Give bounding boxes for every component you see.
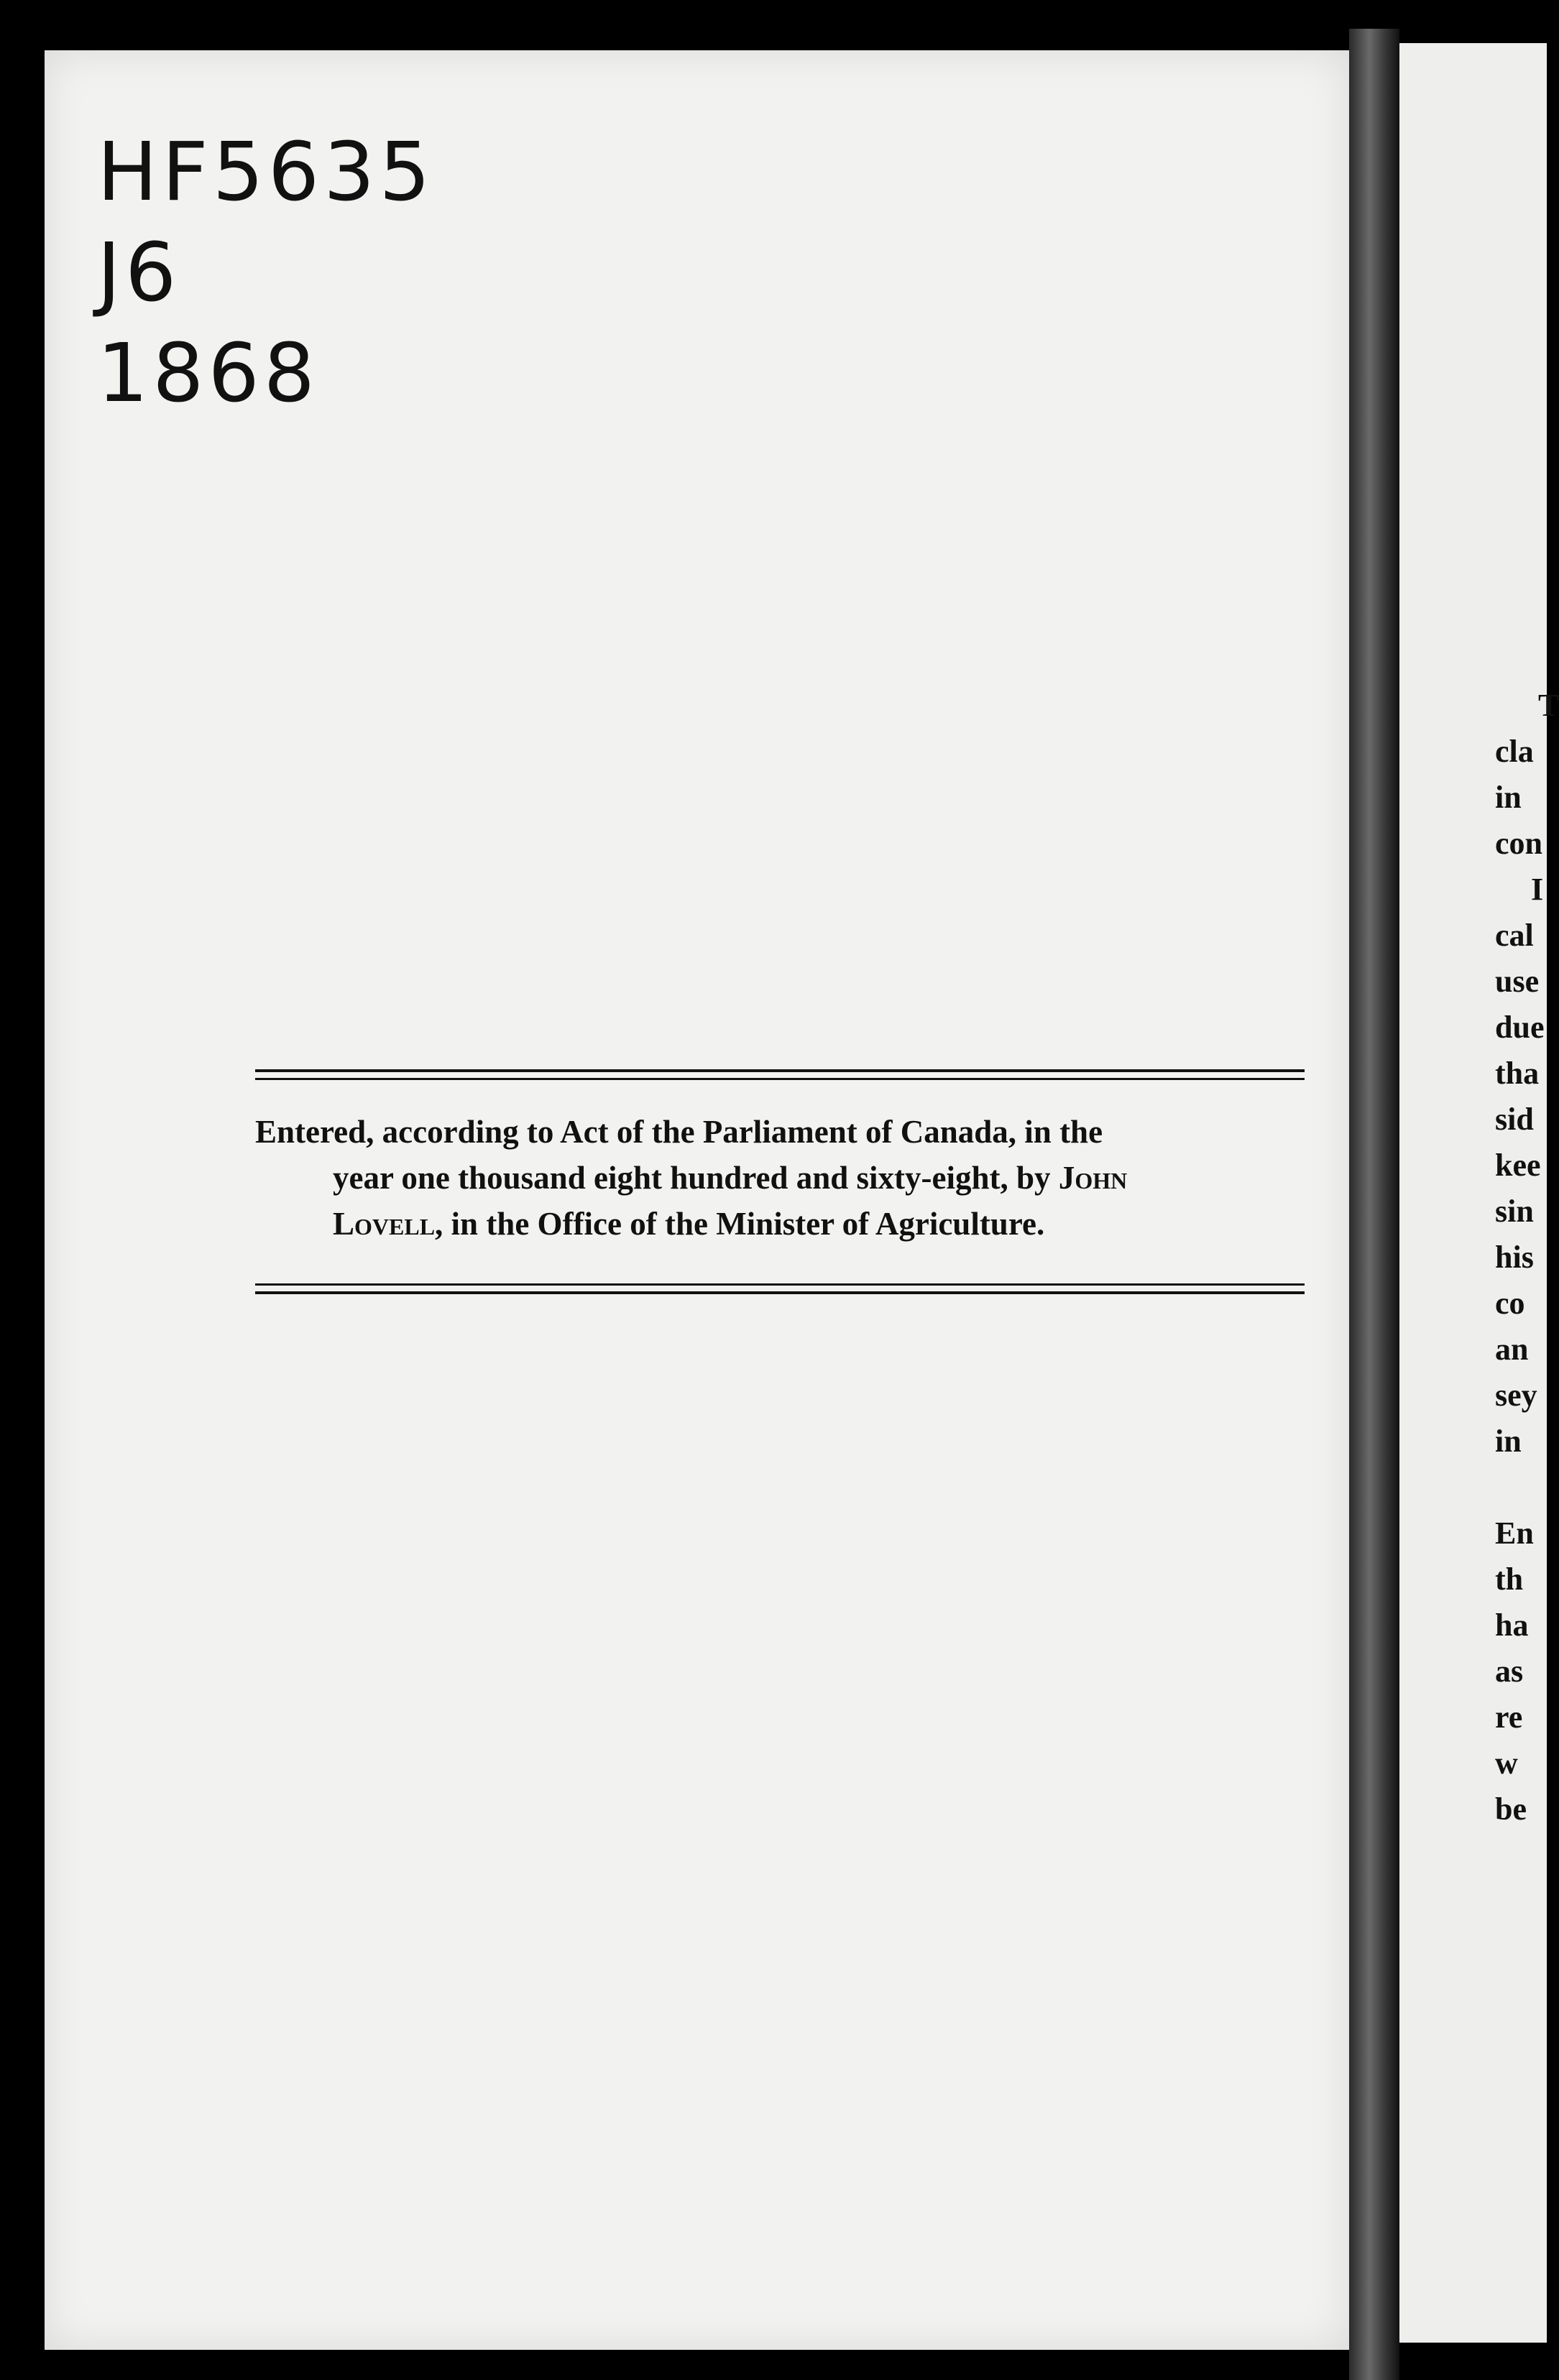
facing-page-fragment: cla (1495, 734, 1534, 769)
handwritten-call-number (97, 122, 435, 424)
facing-page-fragment: due (1495, 1010, 1545, 1045)
book-gutter (1349, 29, 1399, 2380)
bottom-double-rule (255, 1283, 1305, 1300)
call-number-line-2: J6 (97, 226, 181, 320)
facing-page-fragment: tha (1495, 1056, 1540, 1091)
facing-page-fragment: as (1495, 1653, 1524, 1689)
facing-page-fragment: I (1531, 872, 1544, 907)
facing-page-fragment: T (1538, 688, 1559, 723)
rule-line (255, 1291, 1305, 1294)
call-number-line-1: HF5635 (97, 126, 435, 219)
facing-page-fragment: kee (1495, 1148, 1541, 1183)
author-first-name: John (1058, 1160, 1128, 1196)
facing-page-fragment: his (1495, 1240, 1534, 1275)
facing-page-fragment: use (1495, 964, 1540, 999)
facing-page-fragment: co (1495, 1286, 1525, 1321)
facing-page-fragment: cal (1495, 918, 1534, 953)
facing-page-text-fragments (1495, 683, 1559, 1832)
facing-page-fragment: sid (1495, 1102, 1534, 1137)
notice-line-3-text: , in the Office of the Minister of Agriculture. (435, 1206, 1045, 1242)
rule-line (255, 1283, 1305, 1286)
facing-page-fragment: sin (1495, 1194, 1534, 1229)
facing-page-fragment: an (1495, 1332, 1529, 1367)
copyright-notice (255, 1109, 1305, 1247)
rule-line (255, 1078, 1305, 1080)
facing-page-fragment: in (1495, 780, 1522, 815)
facing-page-fragment (1495, 1465, 1559, 1510)
facing-page-fragment: re (1495, 1699, 1523, 1735)
facing-page-fragment: th (1495, 1562, 1524, 1597)
author-last-name: Lovell (333, 1206, 436, 1242)
notice-line-3 (255, 1201, 1305, 1247)
notice-line-2 (255, 1155, 1305, 1201)
rule-line (255, 1069, 1305, 1072)
notice-line-1: Entered, according to Act of the Parliament of Canada, in the (255, 1114, 1103, 1150)
notice-line-2-text: year one thousand eight hundred and sixty-eight, by (333, 1160, 1051, 1196)
facing-page-fragment: in (1495, 1424, 1522, 1459)
facing-page-fragment: En (1495, 1516, 1534, 1551)
facing-page-fragment: ha (1495, 1608, 1529, 1643)
facing-page-fragment: w (1495, 1745, 1518, 1781)
facing-page-fragment: sey (1495, 1378, 1537, 1413)
facing-page-fragment: be (1495, 1791, 1527, 1827)
top-double-rule (255, 1069, 1305, 1086)
facing-page-fragment: con (1495, 826, 1542, 861)
call-number-line-3: 1868 (97, 327, 320, 420)
